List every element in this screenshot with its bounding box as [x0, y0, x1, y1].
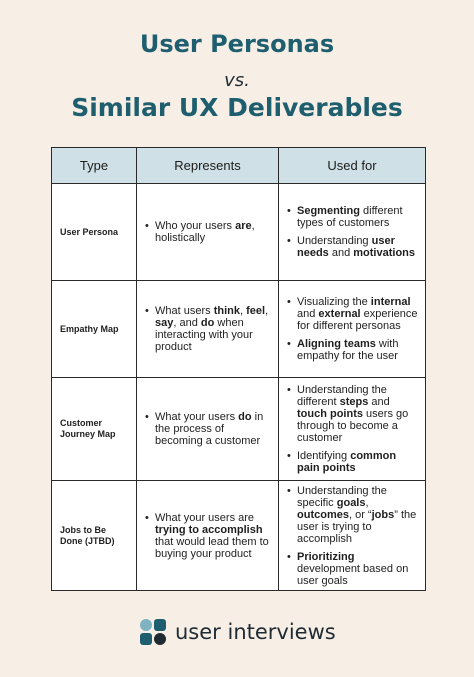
row-used-for-cell	[279, 184, 426, 281]
used-for-bullet: • Segmenting different types of customers	[297, 205, 419, 229]
brand-name: user interviews	[175, 620, 336, 644]
column-header-type: Type	[52, 148, 137, 184]
page-subtitle: Similar UX Deliverables	[71, 93, 403, 122]
page-title: User Personas	[139, 30, 335, 58]
row-type-label: Customer Journey Map	[52, 378, 137, 481]
user-interviews-logo-icon	[139, 618, 167, 646]
row-used-for-cell	[279, 281, 426, 378]
used-for-bullet: • Identifying common pain points	[297, 450, 419, 474]
row-represents-cell	[137, 481, 279, 591]
table-row	[52, 281, 426, 378]
row-represents-cell	[137, 281, 279, 378]
comparison-table	[51, 147, 426, 591]
column-header-represents: Represents	[137, 148, 279, 184]
brand-logo	[139, 618, 336, 646]
represents-bullet: • What your users are trying to accomplish that would lead them to buying your product	[155, 512, 272, 560]
represents-bullet: • What users think, feel, say, and do when interacting with your product	[155, 305, 272, 353]
used-for-bullet: • Prioritizing development based on user goals	[297, 551, 419, 587]
table-row	[52, 184, 426, 281]
row-represents-cell	[137, 184, 279, 281]
row-used-for-cell	[279, 481, 426, 591]
page-subtitle-vs: vs.	[224, 70, 250, 91]
used-for-bullet: • Aligning teams with empathy for the user	[297, 338, 419, 362]
column-header-used-for: Used for	[279, 148, 426, 184]
used-for-bullet: • Understanding the different steps and touch points users go through to become a customer	[297, 384, 419, 444]
represents-bullet: • What your users do in the process of becoming a customer	[155, 411, 272, 447]
table-row	[52, 481, 426, 591]
table-row	[52, 378, 426, 481]
used-for-bullet: • Visualizing the internal and external experience for different personas	[297, 296, 419, 332]
row-used-for-cell	[279, 378, 426, 481]
used-for-bullet: • Understanding user needs and motivations	[297, 235, 419, 259]
table-header-row	[52, 148, 426, 184]
used-for-bullet: • Understanding the specific goals, outcomes, or “jobs” the user is trying to accomplish	[297, 485, 419, 545]
row-type-label: User Persona	[52, 184, 137, 281]
row-type-label: Jobs to Be Done (JTBD)	[52, 481, 137, 591]
row-type-label: Empathy Map	[52, 281, 137, 378]
row-represents-cell	[137, 378, 279, 481]
represents-bullet: • Who your users are, holistically	[155, 220, 272, 244]
